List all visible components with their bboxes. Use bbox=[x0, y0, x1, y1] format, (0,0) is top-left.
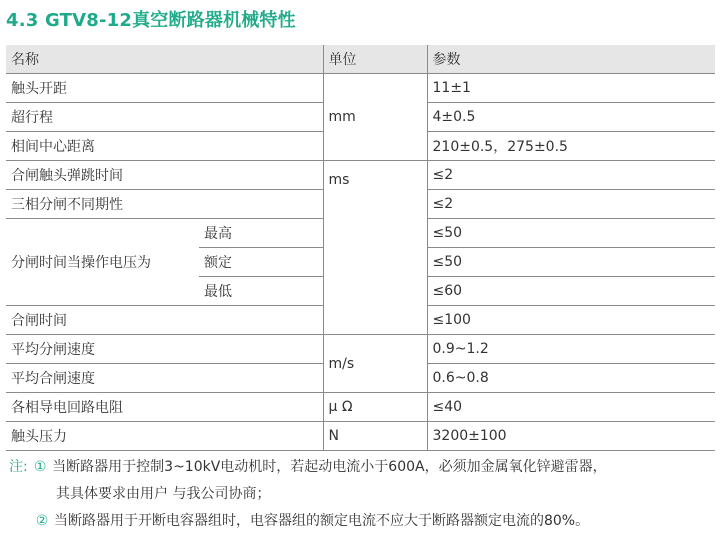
row-value: ≤2 bbox=[427, 161, 715, 190]
header-unit: 单位 bbox=[323, 45, 427, 74]
row-value: 3200±100 bbox=[427, 422, 715, 451]
row-name: 平均合闸速度 bbox=[6, 364, 323, 393]
note-1 bbox=[9, 454, 607, 481]
row-unit: μ Ω bbox=[323, 393, 427, 422]
mechanical-characteristics-table bbox=[6, 45, 715, 451]
row-value: ≤50 bbox=[427, 248, 715, 277]
row-unit: mm bbox=[323, 74, 427, 161]
row-name: 分闸时间当操作电压为 bbox=[6, 248, 199, 277]
note-text: 当断路器用于开断电容器组时，电容器组的额定电流不应大于断路器额定电流的80%。 bbox=[54, 513, 590, 529]
row-name: 合闸时间 bbox=[6, 306, 323, 335]
section-title: 4.3 GTV8-12真空断路器机械特性 bbox=[6, 10, 296, 31]
row-value: ≤2 bbox=[427, 190, 715, 219]
note-1-continuation: 其具体要求由用户 与我公司协商； bbox=[56, 486, 271, 502]
row-value: ≤50 bbox=[427, 219, 715, 248]
row-name: 平均分闸速度 bbox=[6, 335, 323, 364]
note-text: 当断路器用于控制3~10kV电动机时，若起动电流小于600A，必须加金属氧化锌避雷器， bbox=[52, 459, 607, 475]
row-value: 0.6~0.8 bbox=[427, 364, 715, 393]
table-row bbox=[6, 161, 715, 190]
row-unit: N bbox=[323, 422, 427, 451]
row-name: 相间中心距离 bbox=[6, 132, 323, 161]
row-value: ≤100 bbox=[427, 306, 715, 335]
row-subname: 最高 bbox=[199, 219, 323, 248]
row-value: 4±0.5 bbox=[427, 103, 715, 132]
row-name: 触头压力 bbox=[6, 422, 323, 451]
row-subname: 最低 bbox=[199, 277, 323, 306]
row-subname: 额定 bbox=[199, 248, 323, 277]
note-2 bbox=[9, 508, 607, 535]
row-name-spacer bbox=[6, 277, 199, 306]
notes bbox=[9, 454, 607, 535]
row-value: 210±0.5，275±0.5 bbox=[427, 132, 715, 161]
table-row bbox=[6, 335, 715, 364]
row-name: 三相分闸不同期性 bbox=[6, 190, 323, 219]
header-name: 名称 bbox=[6, 45, 323, 74]
row-value: 11±1 bbox=[427, 74, 715, 103]
row-name: 超行程 bbox=[6, 103, 323, 132]
note-number: ② bbox=[35, 513, 49, 529]
row-name: 触头开距 bbox=[6, 74, 323, 103]
note-number: ① bbox=[33, 459, 47, 475]
table-row bbox=[6, 74, 715, 103]
row-value: 0.9~1.2 bbox=[427, 335, 715, 364]
table-row bbox=[6, 422, 715, 451]
table-header-row bbox=[6, 45, 715, 74]
row-unit: m/s bbox=[323, 335, 427, 393]
row-value: ≤40 bbox=[427, 393, 715, 422]
row-value: ≤60 bbox=[427, 277, 715, 306]
row-name: 各相导电回路电阻 bbox=[6, 393, 323, 422]
note-label: 注: bbox=[9, 459, 28, 475]
table-row bbox=[6, 393, 715, 422]
header-value: 参数 bbox=[427, 45, 715, 74]
row-name-spacer bbox=[6, 219, 199, 248]
row-name: 合闸触头弹跳时间 bbox=[6, 161, 323, 190]
row-unit: ms bbox=[323, 161, 427, 335]
